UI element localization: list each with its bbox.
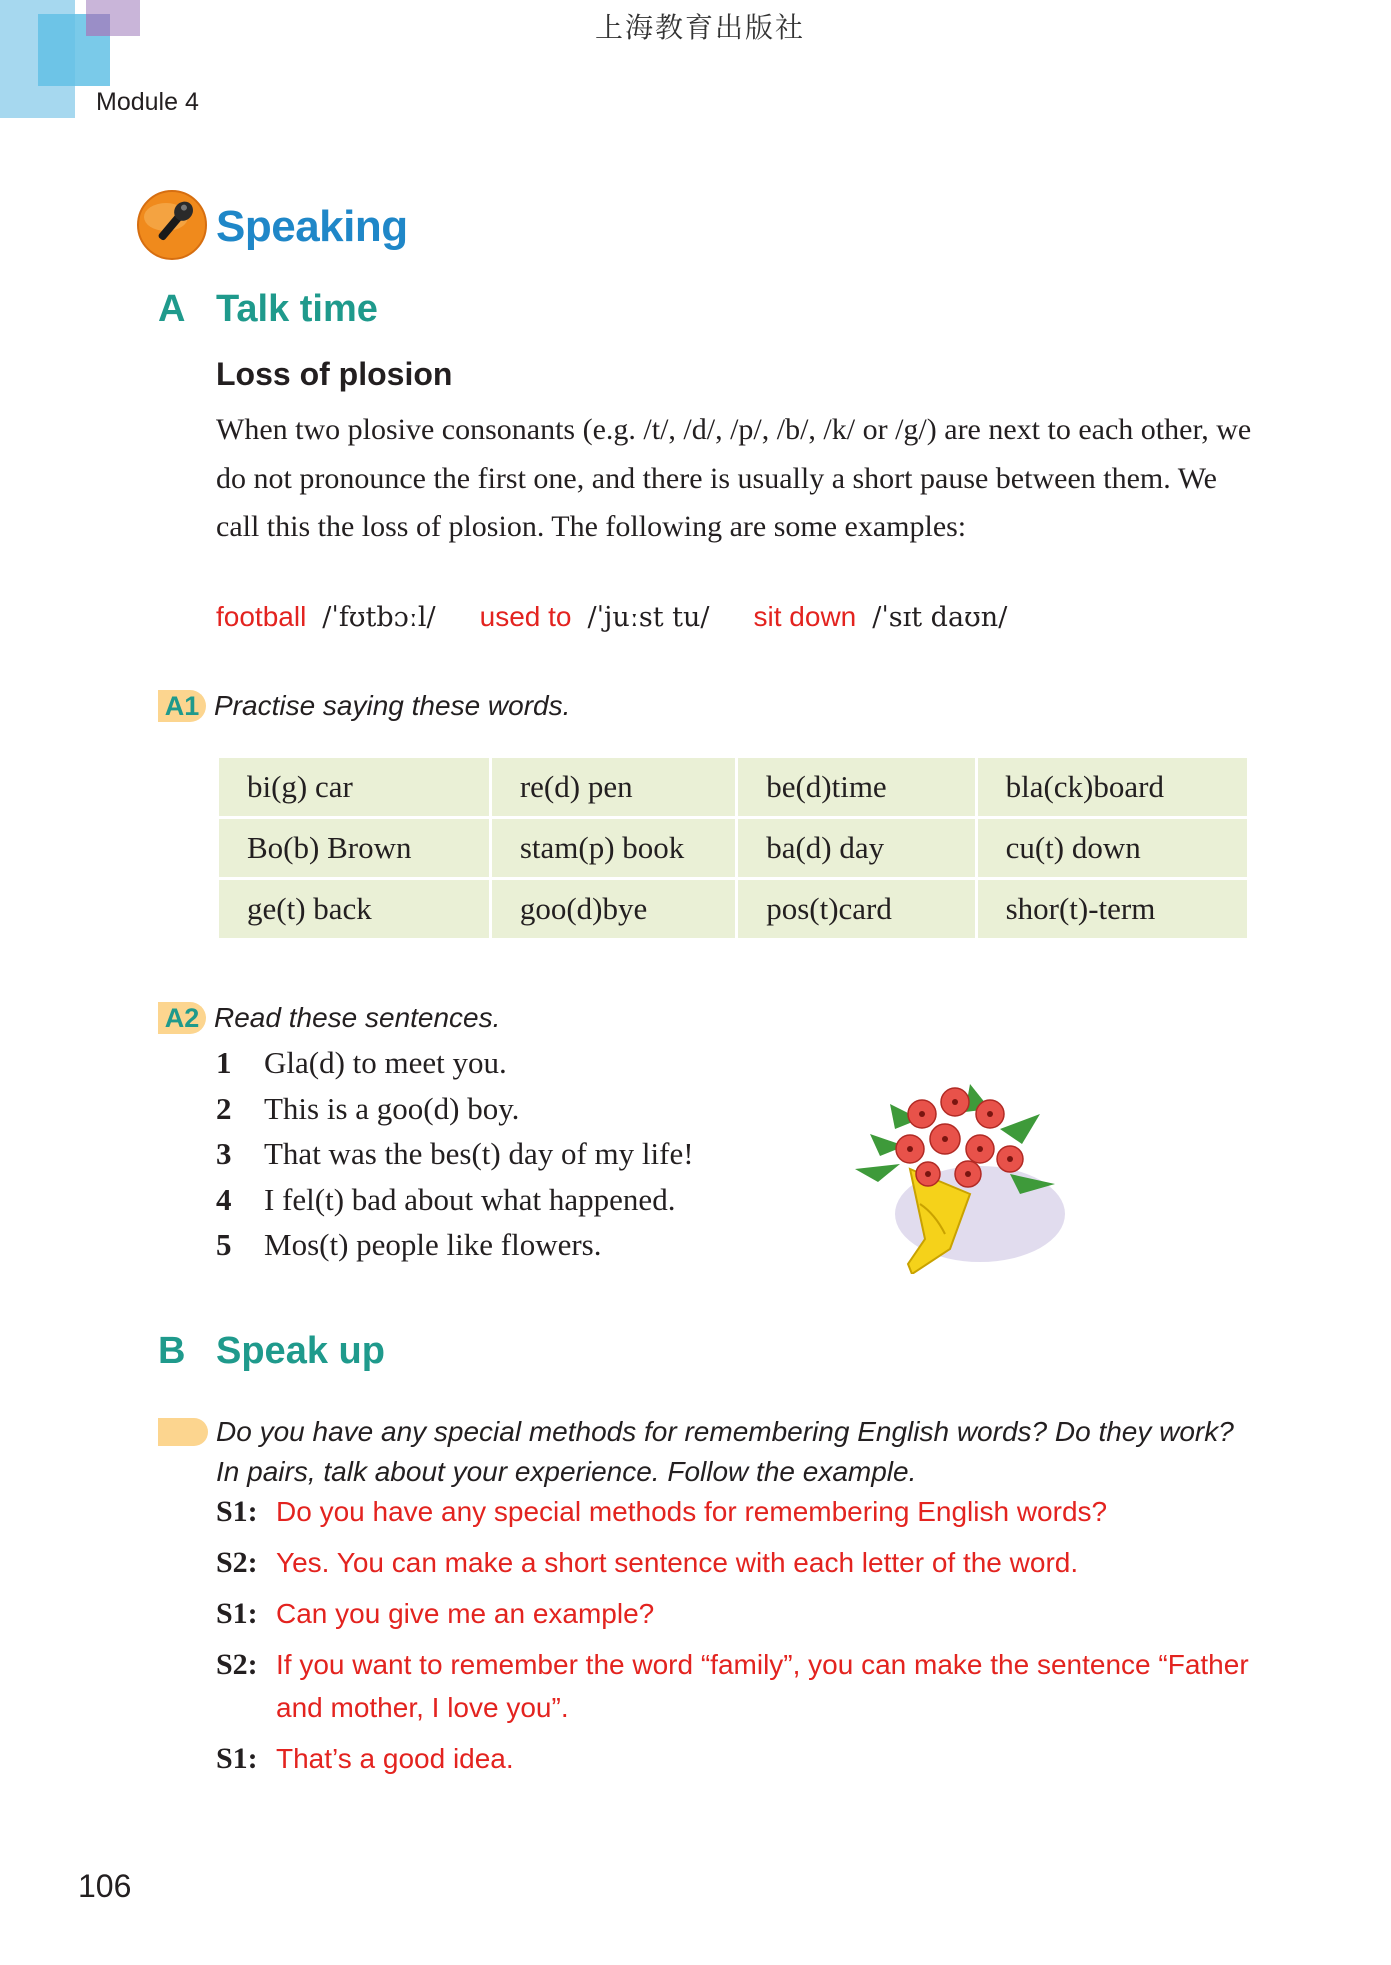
- dialog-line: [216, 1592, 1276, 1635]
- a2-instruction-row: [158, 1002, 500, 1034]
- list-item: [216, 1086, 694, 1132]
- page-number: 106: [78, 1868, 132, 1904]
- section-title-speak-up: Speak up: [216, 1330, 385, 1372]
- speaker-label: S1:: [216, 1742, 258, 1775]
- sentence-number: 5: [216, 1227, 232, 1262]
- a1-instruction-row: [158, 690, 570, 722]
- speak-up-badge: [158, 1418, 208, 1446]
- explanation-paragraph: When two plosive consonants (e.g. /t/, /d/, /p/, /b/, /k/ or /g/) are next to each other, we do not pronounce the first one, and there is usually a short pause between them. We call this the loss of plosion. The following are some examples:: [216, 413, 1252, 543]
- speaker-label: S2:: [216, 1648, 258, 1681]
- table-cell: be(d)time: [737, 757, 976, 818]
- example-dialog: [216, 1490, 1276, 1788]
- a1-badge: A1: [158, 690, 206, 722]
- sentence-number: 4: [216, 1181, 232, 1217]
- table-cell: goo(d)bye: [490, 879, 736, 940]
- sentence-list: [216, 1040, 694, 1268]
- list-item: [216, 1222, 694, 1268]
- speaker-label: S1:: [216, 1495, 258, 1528]
- sentence-text: That was the bes(t) day of my life!: [264, 1136, 694, 1171]
- section-letter-a: A: [158, 288, 186, 330]
- section-title-talk-time: Talk time: [216, 288, 378, 330]
- table-cell: Bo(b) Brown: [218, 818, 491, 879]
- microphone-icon: [136, 189, 208, 261]
- table-row: [218, 818, 1249, 879]
- example-word: football: [216, 601, 307, 632]
- a1-instruction: Practise saying these words.: [214, 690, 571, 721]
- sentence-number: 2: [216, 1090, 232, 1126]
- sentence-number: 1: [216, 1045, 232, 1080]
- dialog-line: [216, 1737, 1276, 1780]
- table-cell: bla(ck)board: [976, 757, 1248, 818]
- flower-bouquet-illustration: [850, 1074, 1082, 1274]
- table-cell: pos(t)card: [737, 879, 976, 940]
- a2-instruction: Read these sentences.: [214, 1002, 501, 1033]
- table-cell: ge(t) back: [218, 879, 491, 940]
- dialog-text: If you want to remember the word “family”, you can make the sentence “Father and mother, I love you”.: [276, 1649, 1249, 1723]
- table-cell: cu(t) down: [976, 818, 1248, 879]
- a2-badge: A2: [158, 1002, 206, 1034]
- corner-decoration: [86, 14, 110, 36]
- subheading-loss-of-plosion: Loss of plosion: [216, 356, 453, 392]
- sentence-text: I fel(t) bad about what happened.: [264, 1181, 676, 1217]
- publisher-name: 上海教育出版社: [594, 11, 805, 44]
- dialog-text: Do you have any special methods for remembering English words?: [276, 1496, 1108, 1527]
- speaker-label: S2:: [216, 1546, 258, 1579]
- example-ipa: /ˈfʊtbɔːl/: [322, 602, 436, 633]
- table-cell: stam(p) book: [490, 818, 736, 879]
- speak-up-instruction: [216, 1412, 1234, 1492]
- dialog-line: [216, 1490, 1276, 1533]
- list-item: [216, 1131, 694, 1177]
- table-cell: re(d) pen: [490, 757, 736, 818]
- table-row: [218, 879, 1249, 940]
- table-row: [218, 757, 1249, 818]
- example-word: used to: [479, 601, 572, 632]
- sentence-text: This is a goo(d) boy.: [264, 1090, 520, 1126]
- sentence-text: Mos(t) people like flowers.: [264, 1227, 602, 1262]
- dialog-text: That’s a good idea.: [276, 1743, 514, 1774]
- table-cell: shor(t)-term: [976, 879, 1248, 940]
- speaker-label: S1:: [216, 1597, 258, 1630]
- plosion-examples: [216, 600, 1051, 634]
- section-letter-b: B: [158, 1330, 186, 1372]
- word-table: [216, 755, 1250, 941]
- dialog-line: [216, 1643, 1276, 1729]
- list-item: [216, 1040, 694, 1086]
- dialog-text: Yes. You can make a short sentence with each letter of the word.: [276, 1547, 1079, 1578]
- section-title-speaking: Speaking: [216, 202, 408, 251]
- list-item: [216, 1177, 694, 1223]
- instruction-line: Do you have any special methods for remembering English words? Do they work?: [216, 1416, 1234, 1447]
- module-label: Module 4: [96, 88, 199, 116]
- example-word: sit down: [753, 601, 857, 632]
- table-cell: bi(g) car: [218, 757, 491, 818]
- example-ipa: /ˈsɪt daʊn/: [872, 602, 1008, 633]
- dialog-line: [216, 1541, 1276, 1584]
- sentence-number: 3: [216, 1136, 232, 1171]
- dialog-text: Can you give me an example?: [276, 1598, 655, 1629]
- instruction-line: In pairs, talk about your experience. Follow the example.: [216, 1456, 917, 1487]
- table-cell: ba(d) day: [737, 818, 976, 879]
- example-ipa: /ˈjuːst tu/: [587, 602, 710, 633]
- sentence-text: Gla(d) to meet you.: [264, 1045, 507, 1080]
